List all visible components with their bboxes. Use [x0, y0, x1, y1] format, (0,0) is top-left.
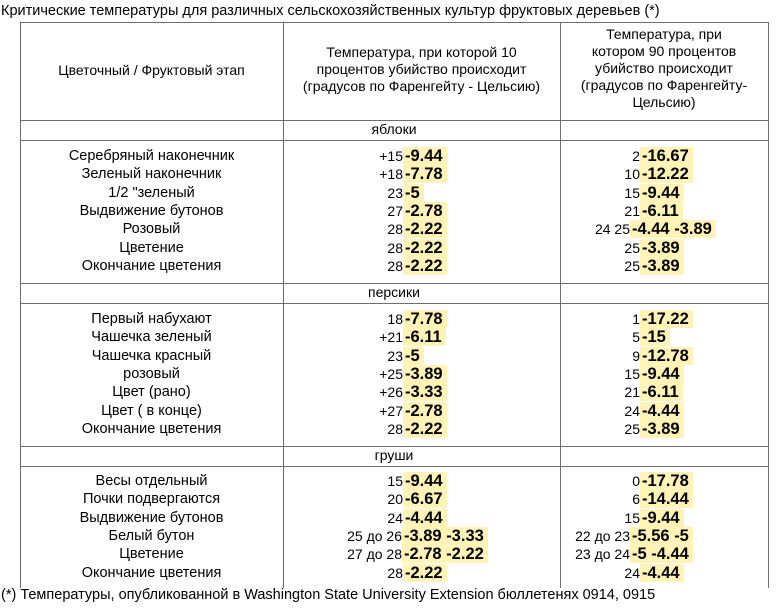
- kill10-cell: [289, 202, 447, 220]
- kill90-cell: [566, 365, 684, 383]
- fahrenheit-value: 25 до 26: [347, 527, 402, 544]
- fahrenheit-value: 23: [387, 347, 403, 364]
- celsius-value: -9.44: [403, 472, 447, 490]
- celsius-value: -2.78: [403, 402, 447, 420]
- fahrenheit-value: 21: [624, 202, 640, 219]
- stage-label: Чашечка красный: [91, 347, 212, 364]
- fahrenheit-value: 20: [387, 491, 403, 508]
- fahrenheit-value: 15: [624, 509, 640, 526]
- table-border-top: [20, 22, 769, 23]
- kill90-cell: [566, 490, 693, 508]
- celsius-value: -4.44 -3.89: [630, 220, 716, 238]
- fahrenheit-value: 28: [387, 239, 403, 256]
- kill10-cell: [289, 184, 424, 202]
- fahrenheit-value: 2: [632, 148, 640, 164]
- kill10-cell: [289, 220, 447, 238]
- celsius-value: -9.44: [403, 147, 447, 165]
- fahrenheit-value: 28: [387, 420, 403, 437]
- kill10-cell: [289, 527, 488, 545]
- fahrenheit-value: 6: [632, 491, 640, 508]
- fahrenheit-value: +27: [379, 402, 403, 419]
- kill90-cell: [566, 220, 716, 238]
- kill10-cell: [289, 347, 424, 365]
- table-rule: [20, 466, 769, 467]
- fahrenheit-value: 27 до 28: [347, 546, 402, 563]
- kill10-cell: [289, 257, 447, 275]
- celsius-value: -15: [640, 328, 670, 346]
- table-column-line: [283, 22, 284, 588]
- celsius-value: -6.11: [640, 202, 683, 220]
- kill90-column-header-line: Цельсию): [632, 94, 696, 110]
- fahrenheit-value: +18: [379, 166, 403, 183]
- fahrenheit-value: 24: [624, 564, 640, 581]
- celsius-value: -17.22: [640, 310, 693, 328]
- fahrenheit-value: 25: [624, 420, 640, 437]
- fahrenheit-value: 21: [624, 384, 640, 401]
- fahrenheit-value: +25: [379, 365, 403, 382]
- kill90-cell: [566, 402, 684, 420]
- kill90-cell: [566, 257, 684, 275]
- stage-label: Цветение: [119, 546, 184, 563]
- stage-column-header: Цветочный / Фруктовый этап: [58, 62, 245, 78]
- fahrenheit-value: 15: [387, 473, 403, 489]
- celsius-value: -5 -4.44: [630, 545, 693, 563]
- kill10-cell: [289, 328, 446, 346]
- fahrenheit-value: 23 до 24: [575, 546, 630, 563]
- kill10-cell: [289, 310, 447, 328]
- stage-label: Цвет (рано): [112, 384, 191, 401]
- stage-label: 1/2 "зеленый: [108, 184, 195, 201]
- kill90-cell: [566, 545, 693, 563]
- celsius-value: -6.11: [640, 383, 683, 401]
- celsius-value: -17.78: [640, 472, 693, 490]
- fahrenheit-value: 23: [387, 184, 403, 201]
- kill10-cell: [289, 545, 488, 563]
- fahrenheit-value: 24 25: [594, 221, 630, 238]
- section-header: груши: [374, 447, 414, 463]
- kill90-cell: [566, 310, 693, 328]
- stage-label: Белый бутон: [108, 527, 195, 544]
- kill10-column-header-line: процентов убийство происходит: [316, 61, 527, 77]
- celsius-value: -2.22: [403, 220, 447, 238]
- kill90-column-header-line: котором 90 процентов: [591, 43, 737, 59]
- celsius-value: -3.89 -3.33: [402, 527, 488, 545]
- celsius-value: -2.22: [403, 239, 447, 257]
- celsius-value: -7.78: [403, 165, 447, 183]
- fahrenheit-value: 15: [624, 184, 640, 201]
- celsius-value: -2.22: [403, 257, 447, 275]
- kill10-cell: [289, 490, 447, 508]
- fahrenheit-value: 27: [387, 202, 403, 219]
- fahrenheit-value: +15: [379, 148, 403, 164]
- kill90-column-header-line: убийство происходит: [595, 60, 733, 76]
- celsius-value: -3.89: [640, 239, 684, 257]
- celsius-value: -3.89: [640, 420, 684, 438]
- kill90-cell: [566, 184, 684, 202]
- celsius-value: -2.78: [403, 202, 447, 220]
- fahrenheit-value: 9: [632, 347, 640, 364]
- fahrenheit-value: 28: [387, 564, 403, 581]
- kill90-column-header: [560, 26, 768, 111]
- stage-label: Цветение: [119, 239, 184, 256]
- stage-label: розовый: [123, 365, 180, 382]
- celsius-value: -6.67: [403, 490, 447, 508]
- celsius-value: -4.44: [403, 509, 447, 527]
- celsius-value: -4.44: [640, 402, 684, 420]
- section-header: персики: [368, 284, 420, 300]
- fahrenheit-value: 24: [387, 509, 403, 526]
- fahrenheit-value: +21: [379, 329, 403, 346]
- fahrenheit-value: 22 до 23: [575, 527, 630, 544]
- kill10-column-header-line: Температура, при которой 10: [326, 44, 517, 60]
- kill90-cell: [566, 509, 684, 527]
- fahrenheit-value: 25: [624, 239, 640, 256]
- kill10-cell: [289, 420, 447, 438]
- kill90-cell: [566, 239, 684, 257]
- stage-label: Весы отдельный: [95, 473, 208, 489]
- section-header: яблоки: [371, 121, 417, 137]
- stage-label: Серебряный наконечник: [68, 148, 235, 164]
- kill10-cell: [289, 239, 447, 257]
- kill90-cell: [566, 472, 693, 490]
- kill10-cell: [289, 383, 447, 401]
- celsius-value: -9.44: [640, 365, 684, 383]
- celsius-value: -2.22: [403, 420, 447, 438]
- stage-label: Первый набухают: [91, 311, 212, 327]
- celsius-value: -6.11: [403, 328, 446, 346]
- stage-label: Окончание цветения: [81, 420, 222, 437]
- kill10-cell: [289, 564, 447, 582]
- stage-label: Выдвижение бутонов: [79, 509, 224, 526]
- kill10-column-header-line: (градусов по Фаренгейту - Цельсию): [302, 78, 541, 94]
- kill90-cell: [566, 383, 683, 401]
- celsius-value: -3.33: [403, 383, 447, 401]
- fahrenheit-value: 28: [387, 221, 403, 238]
- celsius-value: -5: [403, 347, 424, 365]
- kill90-cell: [566, 564, 684, 582]
- stage-label: Розовый: [122, 221, 181, 238]
- kill10-cell: [289, 147, 447, 165]
- table-rule: [20, 140, 769, 141]
- stage-label: Окончание цветения: [81, 257, 222, 274]
- fahrenheit-value: 18: [387, 311, 403, 327]
- kill10-cell: [289, 365, 447, 383]
- footnote: (*) Температуры, опубликованной в Washington State University Extension бюллетенях 0914, 0915: [1, 587, 656, 603]
- kill10-cell: [289, 165, 447, 183]
- celsius-value: -14.44: [640, 490, 693, 508]
- stage-label: Выдвижение бутонов: [79, 202, 224, 219]
- fahrenheit-value: 15: [624, 365, 640, 382]
- fahrenheit-value: 25: [624, 257, 640, 274]
- celsius-value: -9.44: [640, 509, 684, 527]
- fahrenheit-value: 28: [387, 257, 403, 274]
- stage-label: Почки подвергаются: [82, 491, 221, 508]
- kill10-cell: [289, 509, 447, 527]
- kill90-cell: [566, 165, 693, 183]
- kill90-cell: [566, 527, 693, 545]
- fahrenheit-value: 24: [624, 402, 640, 419]
- fahrenheit-value: 1: [632, 311, 640, 327]
- celsius-value: -5.56 -5: [630, 527, 693, 545]
- stage-label: Окончание цветения: [81, 564, 222, 581]
- kill90-cell: [566, 347, 693, 365]
- celsius-value: -3.89: [403, 365, 447, 383]
- kill10-column-header: [283, 44, 560, 95]
- stage-label: Чашечка зеленый: [91, 329, 212, 346]
- celsius-value: -9.44: [640, 184, 684, 202]
- fahrenheit-value: 0: [632, 473, 640, 489]
- kill90-cell: [566, 147, 693, 165]
- kill90-cell: [566, 420, 684, 438]
- celsius-value: -12.78: [640, 347, 693, 365]
- table-column-line: [768, 22, 769, 588]
- celsius-value: -3.89: [640, 257, 684, 275]
- stage-label: Цвет ( в конце): [101, 402, 202, 419]
- celsius-value: -12.22: [640, 165, 693, 183]
- page-title: Критические температуры для различных сельскохозяйственных культур фруктовых деревьев (*): [1, 3, 660, 19]
- celsius-value: -16.67: [640, 147, 693, 165]
- celsius-value: -2.78 -2.22: [402, 545, 488, 563]
- celsius-value: -2.22: [403, 564, 447, 582]
- fahrenheit-value: 10: [624, 166, 640, 183]
- kill90-cell: [566, 202, 683, 220]
- stage-label: Зеленый наконечник: [81, 166, 222, 183]
- kill90-column-header-line: (градусов по Фаренгейту-: [580, 77, 748, 93]
- fahrenheit-value: +26: [379, 384, 403, 401]
- celsius-value: -7.78: [403, 310, 447, 328]
- kill90-cell: [566, 328, 670, 346]
- table-rule: [20, 303, 769, 304]
- celsius-value: -5: [403, 184, 424, 202]
- fahrenheit-value: 5: [632, 329, 640, 346]
- kill90-column-header-line: Температура, при: [606, 26, 722, 42]
- celsius-value: -4.44: [640, 564, 684, 582]
- kill10-cell: [289, 472, 447, 490]
- kill10-cell: [289, 402, 447, 420]
